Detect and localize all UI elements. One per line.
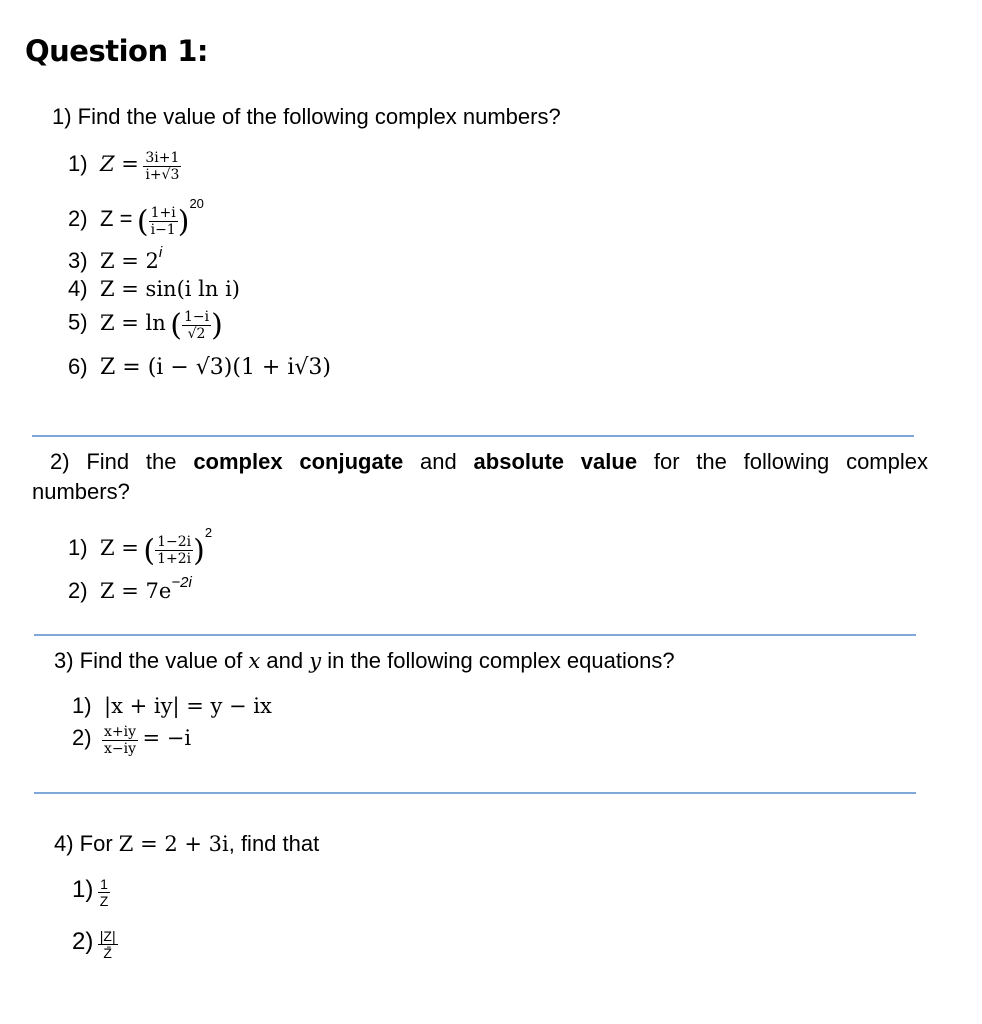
item-number: 1) [72,693,92,718]
item-number: 2) [72,928,94,955]
divider [32,435,914,437]
item-expr: Z = sin(i ln i) [100,277,240,301]
q1-item-2: 2) Z = ( $\frac{1+i}{i-1}$ )$^{20}$ [68,196,204,240]
item-number: 2) [68,206,88,231]
fraction: $\frac{x+iy}{x-iy}$ [104,724,137,758]
exponent: 20 [189,196,204,211]
q2-heading: 2) Find the complex conjugate and absolute value for the following complex [50,449,928,474]
item-lhs: Z = [100,206,133,231]
q3-item-1 [72,693,272,719]
q1-item-5: 5) Z = ln ( $\frac{1-i}{√2}$ ) [68,308,223,343]
divider [34,792,916,794]
q1-item-4 [68,276,240,302]
item-lhs: Z = ln [100,310,166,335]
q3-heading: 3) Find the value of x and y in the following complex equations? [54,648,675,673]
fraction: $\frac{1+i}{i-1}$ [150,205,176,239]
q2-item-2 [68,574,192,604]
exponent: i [158,244,163,261]
item-number: 1) [68,150,88,176]
item-number: 2) [68,578,88,603]
item-number: 4) [68,276,88,301]
item-expr: Z = 7e [100,579,172,603]
divider [34,634,916,636]
item-number: 1) [68,535,88,560]
q1-item-6 [68,354,331,380]
item-number: 6) [68,354,88,379]
item-number: 5) [68,309,88,335]
q1-item-3 [68,244,162,274]
item-number: 1) [72,876,94,903]
item-expr: Z = 2 [100,249,159,273]
q4-heading: 4) For Z = 2 + 3i, find that [54,831,320,856]
fraction: $\frac{3i+1}{i+√3}$ [145,150,180,184]
item-lhs: Z = [100,151,139,176]
item-lhs: Z = [100,536,139,560]
q3-item-2 [72,724,191,757]
exponent: −2i [171,574,192,591]
fraction: $\frac{|Z|}{Z̄}$ [99,928,116,962]
item-expr: |x + iy| = y − ix [104,694,272,718]
page-title: Question 1: [25,34,208,68]
q4-item-1 [72,876,110,909]
fraction: $\frac{1}{Z}$ [99,876,109,910]
q4-item-2 [72,928,118,961]
fraction: $\frac{1-i}{√2}$ [183,308,210,342]
item-number: 3) [68,248,88,273]
exponent: 2 [204,525,213,540]
q1-heading: 1) Find the value of the following complex numbers? [52,104,561,129]
q2-item-1: 1) Z = ( $\frac{1-2i}{1+2i}$ )$^2$ [68,525,213,569]
item-number: 2) [72,724,92,750]
q2-heading-line2: numbers? [32,479,130,504]
q1-item-1 [68,150,181,183]
fraction: $\frac{1-2i}{1+2i}$ [157,534,192,568]
item-rhs: = −i [142,725,192,750]
item-expr: Z = (i − √3)(1 + i√3) [100,355,331,380]
